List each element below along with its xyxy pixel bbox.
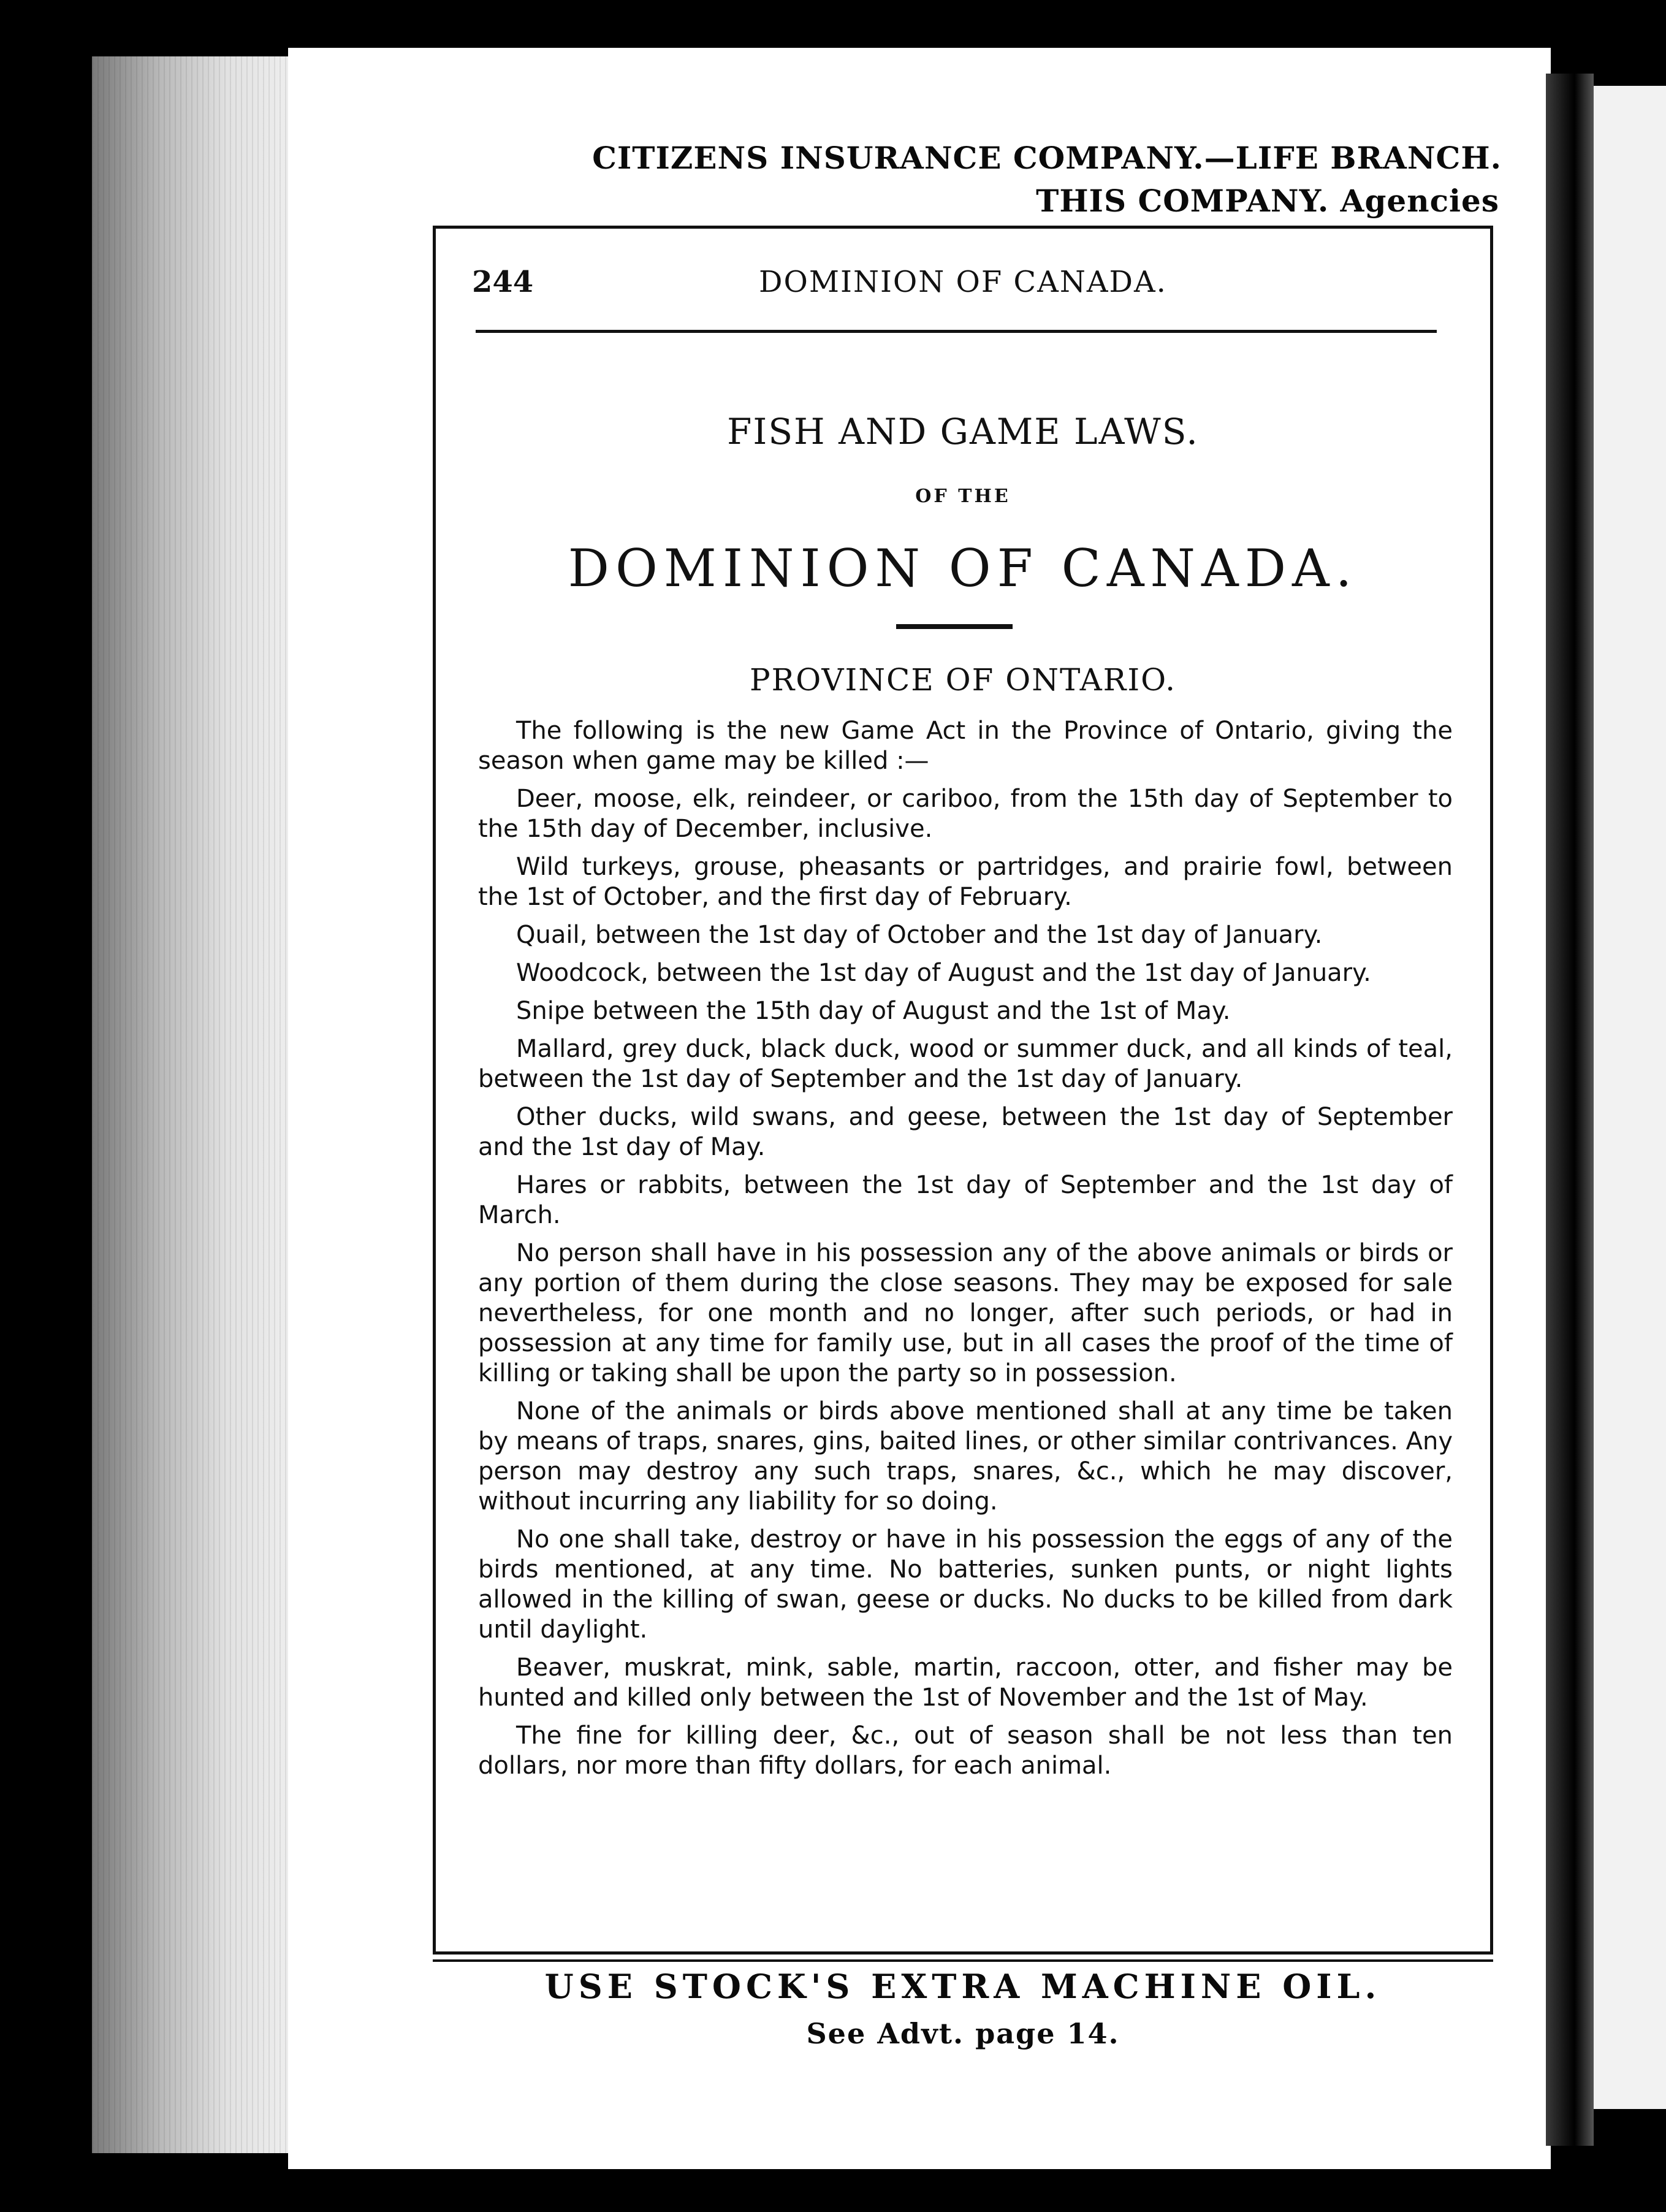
next-page-edge: [1594, 86, 1666, 2109]
running-title: DOMINION OF CANADA.: [759, 265, 1167, 299]
paragraph: None of the animals or birds above mentioned shall at any time be taken by means of traps, snares, gins, baited lines, or other similar contrivances. Any person may destroy any such traps, snares, &c., which he may discover, without incurring any liability for so doing.: [478, 1397, 1453, 1516]
footer-advert-line: USE STOCK'S EXTRA MACHINE OIL.: [544, 1967, 1382, 2006]
paragraph: Wild turkeys, grouse, pheasants or partridges, and prairie fowl, between the 1st of October, and the first day of February.: [478, 853, 1453, 911]
paragraph: No person shall have in his possession any of the above animals or birds or any portion of them during the close seasons. They may be exposed for sale nevertheless, for one month and no longer, after such periods, or had in possession at any time for family use, but in all cases the proof of the time of killing or taking shall be upon the party so in possession.: [478, 1239, 1453, 1387]
page-number: 244: [472, 265, 534, 299]
book-page-edge-lines: [92, 56, 319, 2153]
banner-line-1: CITIZENS INSURANCE COMPANY.—LIFE BRANCH.: [592, 140, 1502, 176]
paragraph: The following is the new Game Act in the Province of Ontario, giving the season when game may be killed :—: [478, 717, 1453, 775]
paragraph: Hares or rabbits, between the 1st day of September and the 1st day of March.: [478, 1171, 1453, 1229]
footer-advert-reference: See Advt. page 14.: [806, 2017, 1120, 2050]
paragraph: Mallard, grey duck, black duck, wood or summer duck, and all kinds of teal, between the 1st day of September and the 1st day of January.: [478, 1035, 1453, 1093]
section-dominion-title: DOMINION OF CANADA.: [568, 538, 1358, 598]
section-title: FISH AND GAME LAWS.: [727, 411, 1199, 452]
paragraph: Beaver, muskrat, mink, sable, martin, raccoon, otter, and fisher may be hunted and killed only between the 1st of November and the 1st of May.: [478, 1653, 1453, 1712]
paragraph: Other ducks, wild swans, and geese, between the 1st day of September and the 1st day of May.: [478, 1103, 1453, 1161]
book-gutter: [1546, 74, 1594, 2146]
footer-rule: [433, 1959, 1493, 1962]
paragraph: Deer, moose, elk, reindeer, or cariboo, from the 15th day of September to the 15th day of December, inclusive.: [478, 785, 1453, 843]
section-subtitle-of-the: OF THE: [915, 486, 1011, 507]
paragraph: No one shall take, destroy or have in his possession the eggs of any of the birds mentioned, at any time. No batteries, sunken punts, or night lights allowed in the killing of swan, geese or ducks. No ducks to be killed from dark until daylight.: [478, 1525, 1453, 1644]
banner-line-2: THIS COMPANY. Agencies: [1036, 183, 1499, 219]
running-head: [472, 265, 1440, 308]
head-rule: [476, 330, 1437, 333]
province-heading: PROVINCE OF ONTARIO.: [749, 662, 1177, 698]
title-divider: [896, 624, 1013, 629]
paragraph: Snipe between the 15th day of August and the 1st of May.: [516, 997, 1231, 1025]
paragraph: Woodcock, between the 1st day of August and the 1st day of January.: [516, 959, 1371, 987]
law-text: [478, 716, 1453, 1789]
paragraph: Quail, between the 1st day of October and the 1st day of January.: [516, 921, 1323, 949]
paragraph: The fine for killing deer, &c., out of season shall be not less than ten dollars, nor more than fifty dollars, for each animal.: [478, 1722, 1453, 1780]
